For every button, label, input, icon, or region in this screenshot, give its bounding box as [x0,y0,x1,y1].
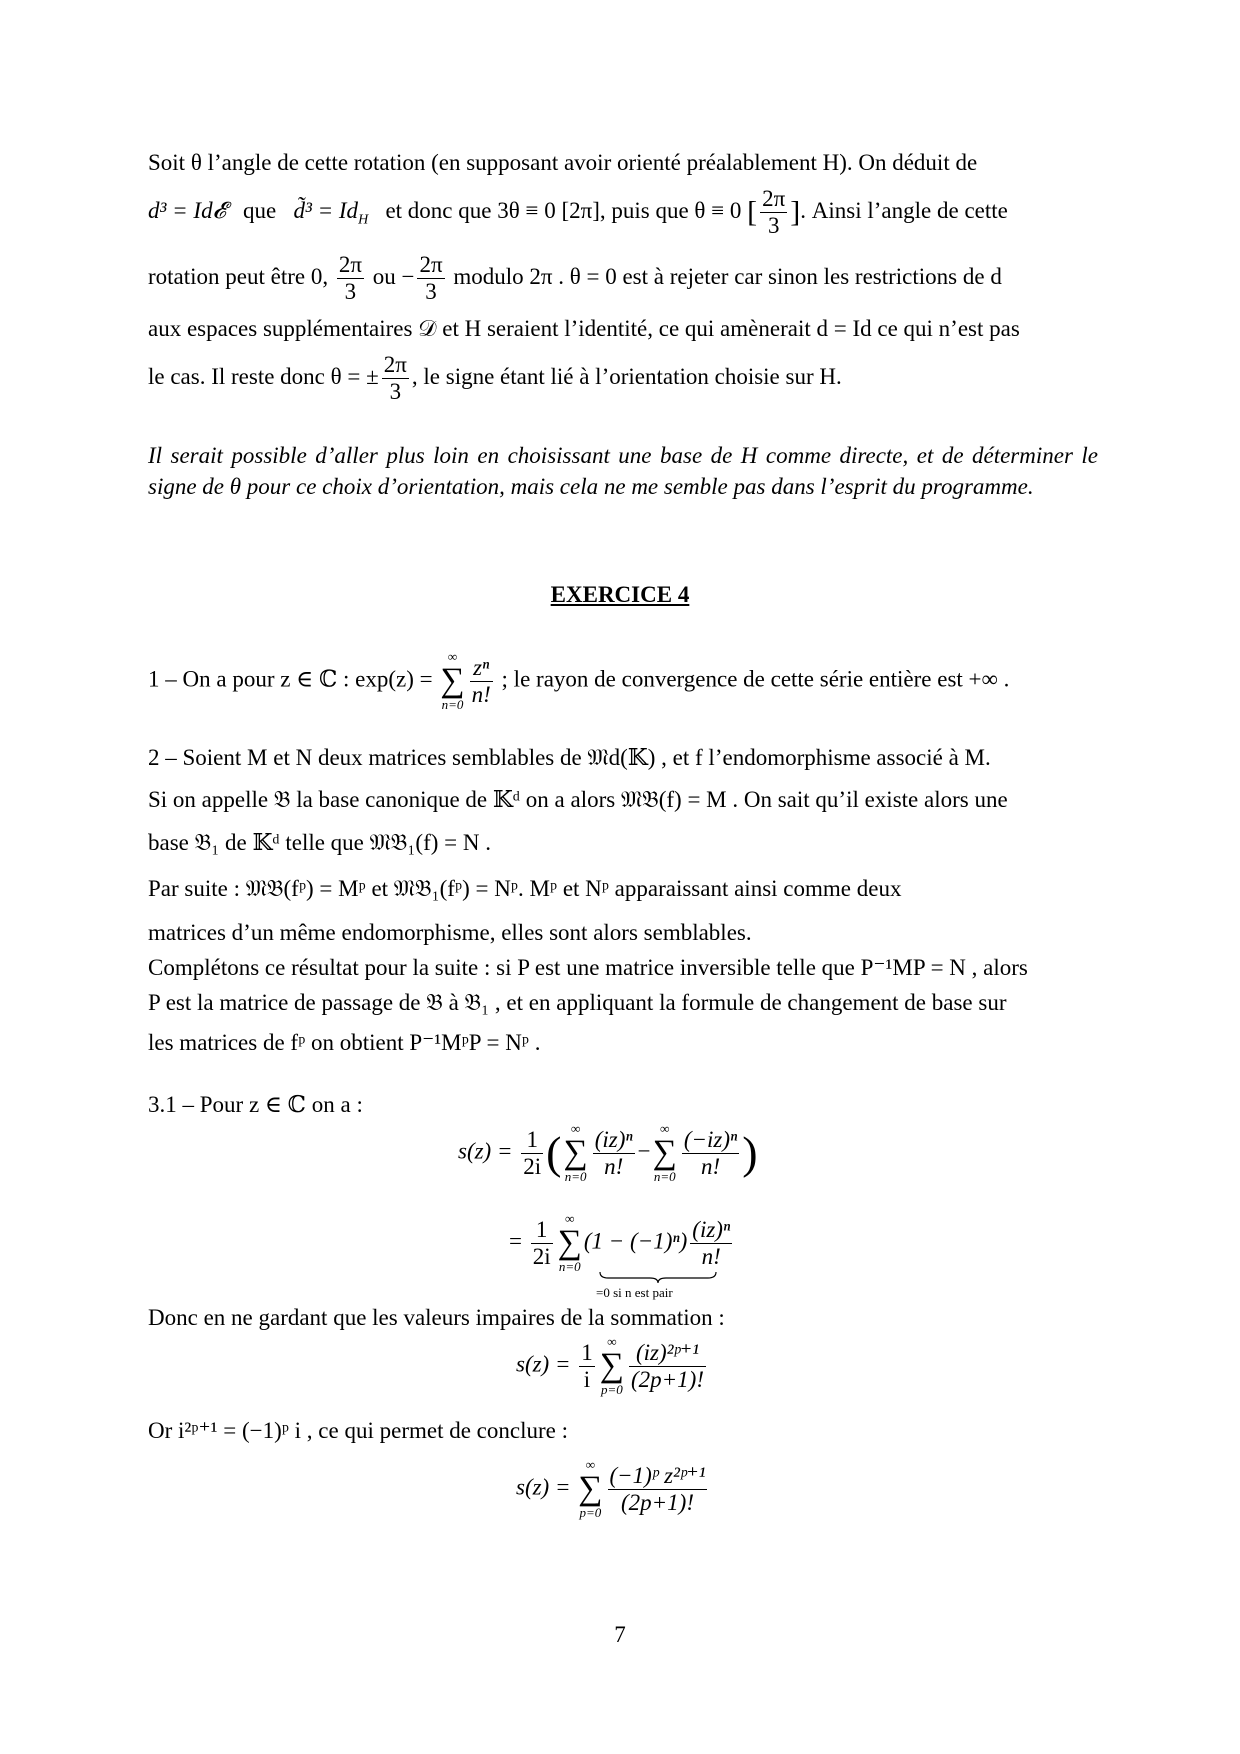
eq1-close-paren: ) [742,1127,758,1178]
eq2-parity-factor: (1 − (−1)ⁿ) [583,1228,688,1254]
eq4-sum-bottom: p=0 [579,1505,602,1520]
q1-fraction-den: n! [471,681,491,707]
para1-line5 [148,352,842,405]
eq2-term [690,1217,732,1270]
equation-1 [458,1122,758,1184]
eq2-factor [531,1217,553,1270]
q1-line [148,650,1009,712]
eq1-term-1-num: (iz)ⁿ [594,1126,633,1152]
angle-fraction-1 [337,252,364,305]
para1-line3-b: ou − [372,263,415,289]
equation-3 [516,1335,709,1397]
para1-line4: aux espaces supplémentaires 𝒟 et H seraient l’identité, ce qui amènerait d = Id ce qui n’est pas [148,316,1020,341]
eq2-term-den: n! [701,1243,721,1269]
conclusion-text: Or i²ᵖ⁺¹ = (−1)ᵖ i , ce qui permet de conclure : [148,1418,568,1443]
angle-fraction-1-den: 3 [344,279,357,304]
theta-fraction-den: 3 [767,213,780,238]
q1-fraction-num: zⁿ [470,655,493,682]
eq3-term-den: (2p+1)! [631,1366,704,1392]
para1-line2-c-sub: H [358,212,369,228]
para1-line2 [148,186,1008,239]
remark-paragraph: Il serait possible d’aller plus loin en choisissant une base de H comme directe, et de déterminer le signe de θ pour ce choix d’orientation, mais cela ne me semble pas dans l’esprit du programme. [148,443,1098,499]
eq3-sum [600,1335,624,1397]
q2-line5: matrices d’un même endomorphisme, elles sont alors semblables. [148,920,752,945]
odd-terms-text: Donc en ne gardant que les valeurs impaires de la sommation : [148,1305,725,1330]
eq3-lhs: s(z) = [516,1351,571,1377]
q1-sum [440,650,464,712]
eq1-term-2 [682,1127,739,1180]
eq3-factor-num: 1 [581,1339,593,1365]
sigma-symbol: ∑ [563,1134,588,1171]
eq1-sum-1-bottom: n=0 [564,1169,587,1184]
q1-sum-bottom: n=0 [441,697,464,712]
q1-sum-top: ∞ [447,649,458,664]
eq4-sum [578,1458,602,1520]
underbrace-label: =0 si n est pair [596,1285,673,1300]
q2-line8: les matrices de fᵖ on obtient P⁻¹MᵖP = Nᵖ . [148,1030,541,1055]
q2-line7: P est la matrice de passage de 𝔅 à 𝔅₁ , et en appliquant la formule de changement de base sur [148,990,1007,1015]
angle-fraction-1-num: 2π [338,252,362,277]
para1-line3 [148,252,1002,305]
angle-fraction-3-den: 3 [389,379,402,404]
para1-line3-a: rotation peut être 0, [148,263,329,289]
q2-line2: Si on appelle 𝔅 la base canonique de 𝕂ᵈ on a alors 𝔐𝔅(f) = M . On sait qu’il existe alors une [148,787,1008,812]
sigma-symbol: ∑ [599,1347,624,1384]
theta-fraction [760,186,787,239]
eq1-open-paren: ( [546,1127,562,1178]
eq2-factor-den: 2i [532,1243,551,1269]
para1-line5-b: , le signe étant lié à l’orientation choisie sur H. [411,363,842,389]
q2-line3: base 𝔅₁ de 𝕂ᵈ telle que 𝔐𝔅₁(f) = N . [148,830,491,855]
para1-line2-e: . Ainsi l’angle de cette [800,197,1008,223]
sigma-symbol: ∑ [440,662,465,699]
q2-line1: 2 – Soient M et N deux matrices semblables de 𝔐d(𝕂) , et f l’endomorphisme associé à M. [148,745,991,770]
q2-line6: Complétons ce résultat pour la suite : si P est une matrice inversible telle que P⁻¹MP = N , alors [148,955,1028,980]
para1-line2-c: d̃³ = Id [293,197,359,223]
angle-fraction-2-num: 2π [419,252,443,277]
exercise-title: EXERCICE 4 [550,582,690,607]
eq4-lhs: s(z) = [516,1474,571,1500]
eq2-term-num: (iz)ⁿ [692,1216,731,1242]
eq2-sum-bottom: n=0 [558,1259,581,1274]
eq1-minus: − [637,1138,651,1164]
eq3-term-num: (iz)²ᵖ⁺¹ [629,1340,706,1367]
para1-line2-d: et donc que 3θ ≡ 0 [2π], puis que θ ≡ 0 [385,197,742,223]
eq4-term-num: (−1)ᵖ z²ᵖ⁺¹ [609,1462,706,1488]
sigma-symbol: ∑ [557,1224,582,1261]
eq1-sum-1 [563,1122,587,1184]
sigma-symbol: ∑ [652,1134,677,1171]
q31-intro: 3.1 – Pour z ∈ ℂ on a : [148,1092,363,1117]
eq1-lhs: s(z) = [458,1138,513,1164]
eq3-factor-den: i [583,1366,591,1392]
eq3-term [629,1340,706,1393]
q1-a: 1 – On a pour z ∈ ℂ : exp(z) = [148,666,433,692]
eq3-sum-top: ∞ [607,1334,617,1349]
eq4-term-den: (2p+1)! [620,1489,694,1515]
eq3-sum-bottom: p=0 [600,1382,623,1397]
eq1-factor-den: 2i [523,1153,542,1179]
eq2-lhs: = [509,1228,522,1254]
angle-fraction-3 [382,352,409,405]
eq1-sum-2-top: ∞ [660,1121,670,1136]
para1-line1: Soit θ l’angle de cette rotation (en supposant avoir orienté préalablement H). On déduit de [148,150,978,175]
angle-fraction-2 [417,252,444,305]
sigma-symbol: ∑ [578,1470,603,1507]
para1-line3-c: modulo 2π . θ = 0 est à rejeter car sinon les restrictions de d [453,263,1002,289]
underbrace-icon [598,1270,718,1284]
q1-b: ; le rayon de convergence de cette série entière est +∞ . [501,666,1010,692]
eq1-factor-num: 1 [521,1127,543,1154]
para1-line2-b: que [243,197,277,223]
page-number: 7 [614,1622,626,1647]
eq1-term-1 [593,1127,635,1180]
left-bracket: [ [747,195,758,229]
eq4-term [608,1463,708,1516]
eq1-term-1-den: n! [604,1153,624,1179]
eq1-term-2-den: n! [700,1153,721,1179]
eq2-sum [558,1212,582,1274]
eq1-factor [521,1127,543,1180]
para1-line2-a: d³ = Id𝓔 [148,197,226,223]
eq2-sum-top: ∞ [565,1211,575,1226]
eq4-sum-top: ∞ [585,1457,596,1472]
eq1-sum-2 [653,1122,677,1184]
eq1-term-2-num: (−iz)ⁿ [683,1126,738,1152]
q2-line4: Par suite : 𝔐𝔅(fᵖ) = Mᵖ et 𝔐𝔅₁(fᵖ) = Nᵖ. Mᵖ et Nᵖ apparaissant ainsi comme deux [148,876,902,901]
para1-line5-a: le cas. Il reste donc θ = ± [148,363,379,389]
right-bracket: ] [790,195,801,229]
equation-2 [509,1212,735,1274]
eq3-factor [579,1340,595,1393]
angle-fraction-3-num: 2π [383,352,407,377]
eq2-factor-num: 1 [531,1217,553,1244]
eq1-sum-1-top: ∞ [570,1121,581,1136]
angle-fraction-2-den: 3 [425,279,437,304]
q1-fraction [470,655,493,708]
eq1-sum-2-bottom: n=0 [653,1169,676,1184]
theta-fraction-num: 2π [762,186,786,211]
equation-4 [516,1458,710,1520]
